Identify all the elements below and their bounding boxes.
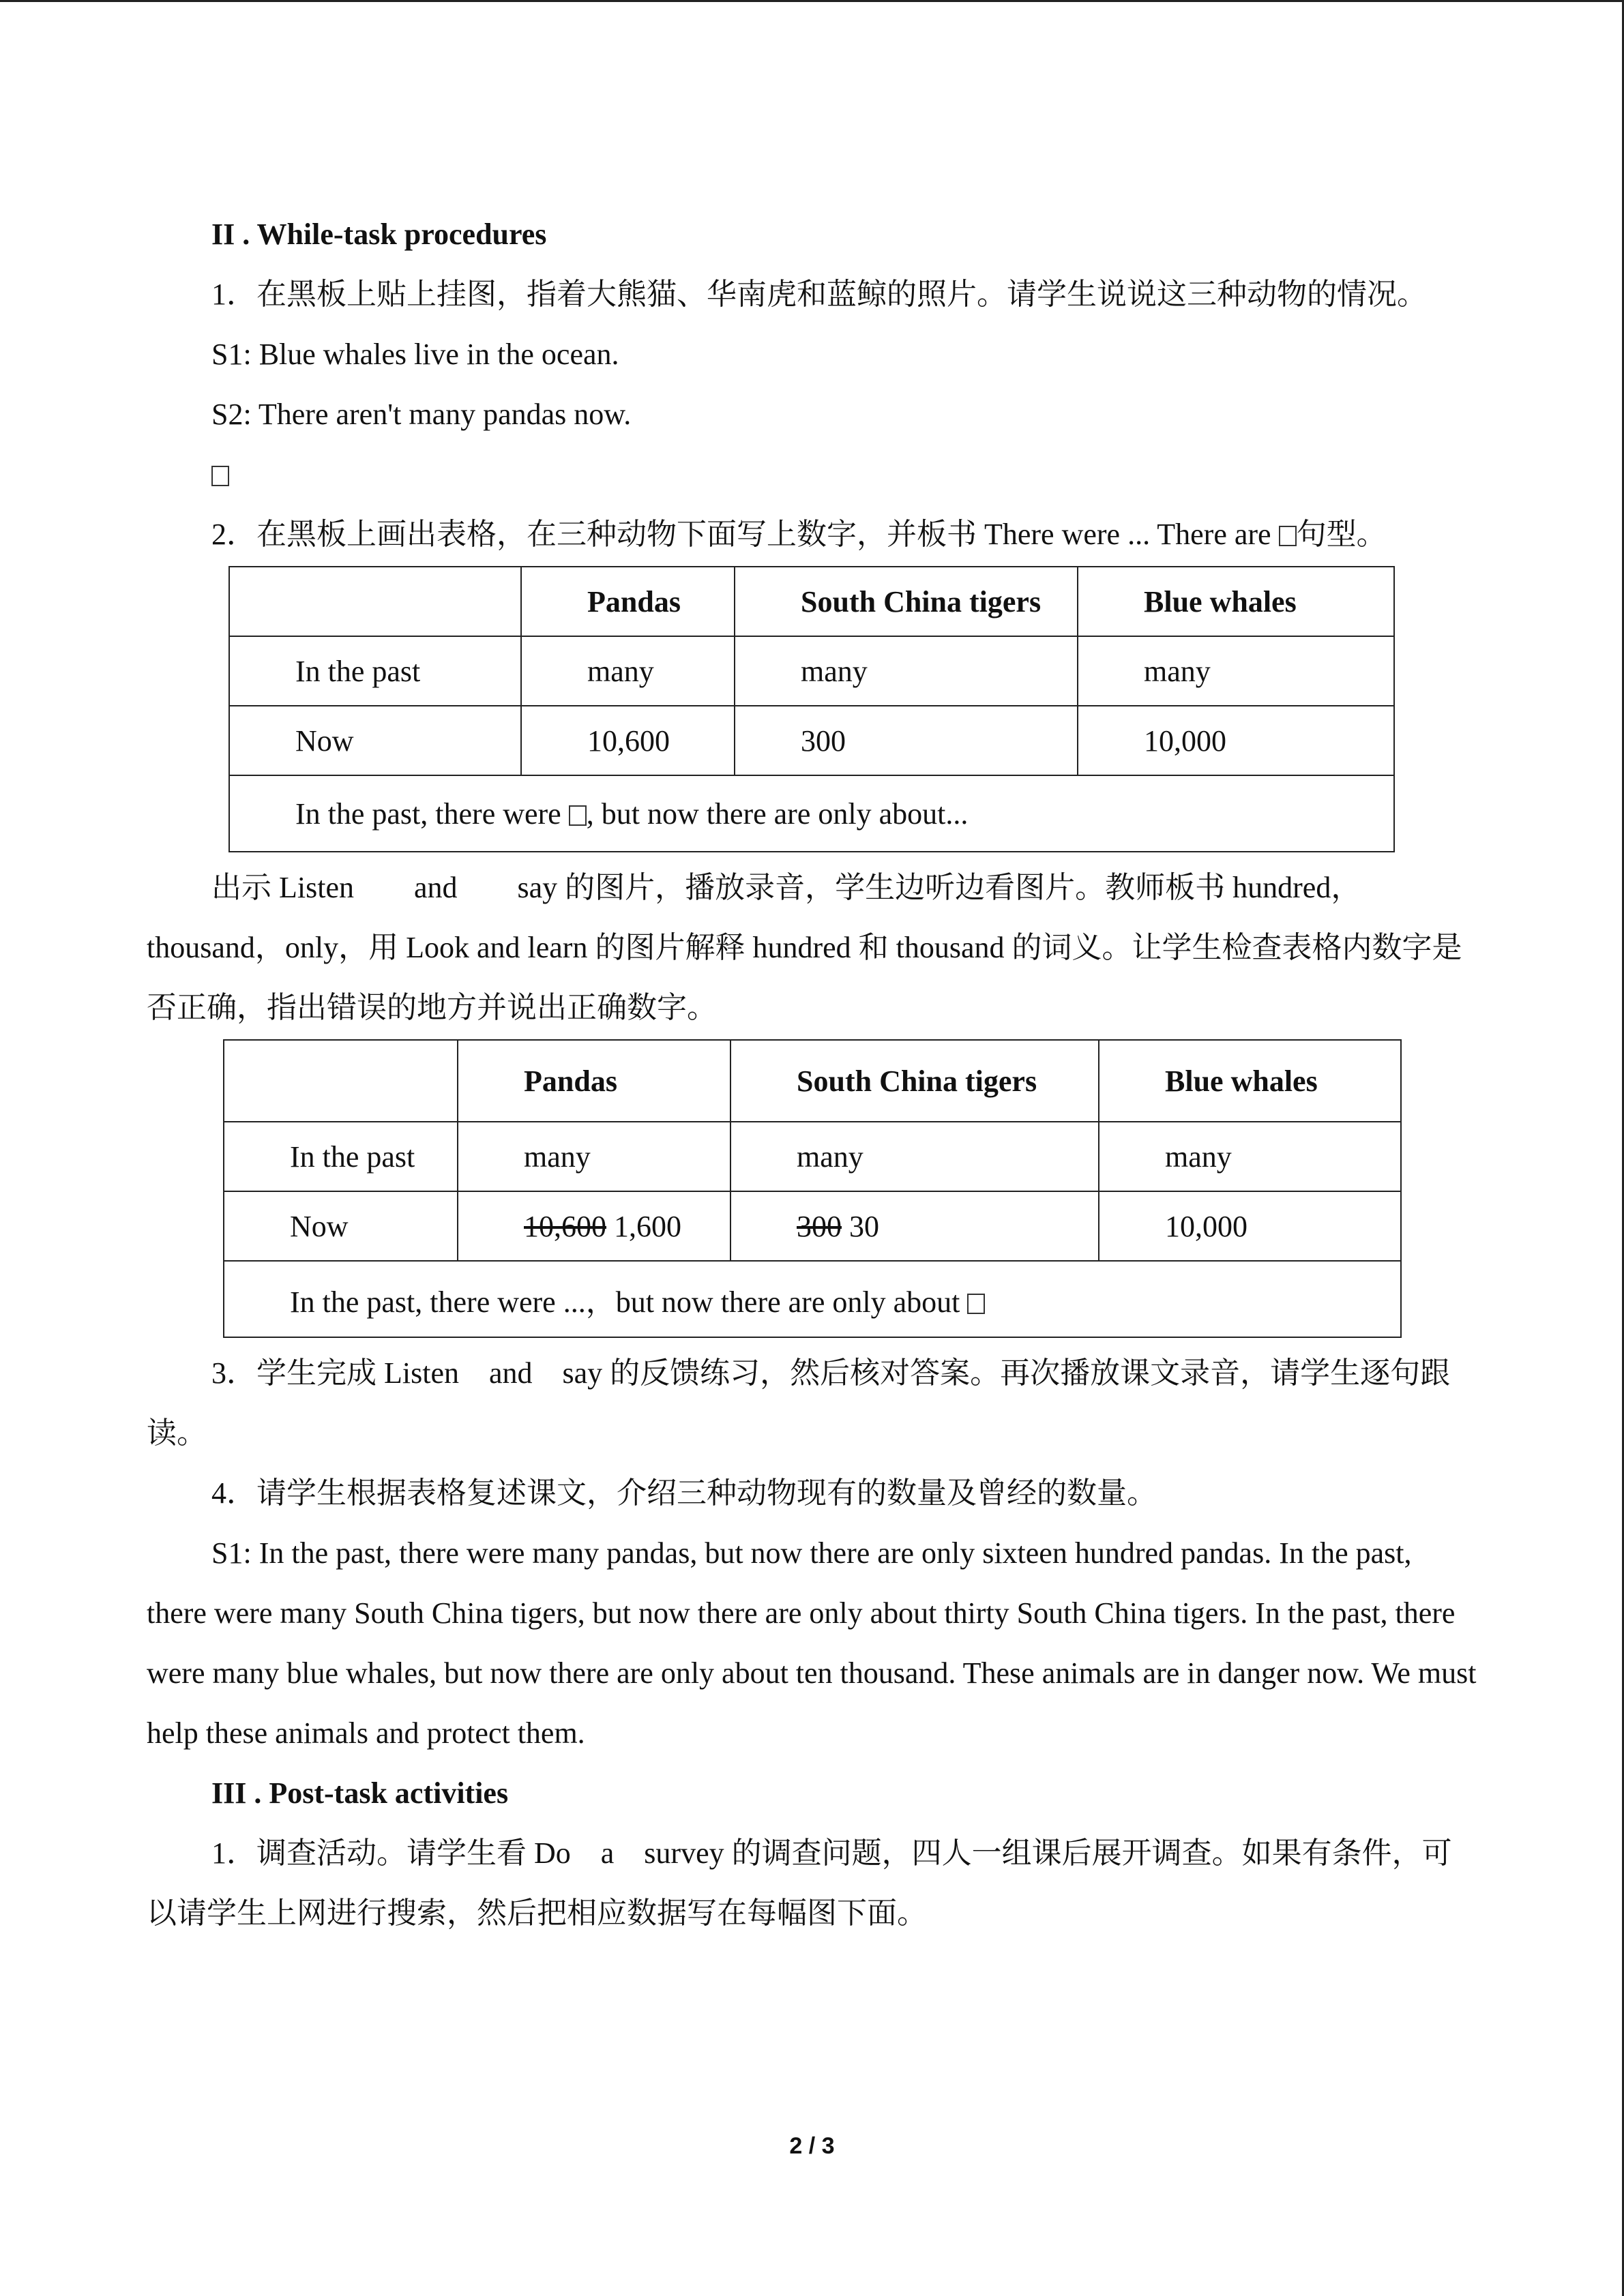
crossed-out-value: 300 bbox=[797, 1209, 842, 1243]
table-header-row bbox=[224, 1040, 1401, 1122]
table-note bbox=[229, 775, 1394, 852]
cell-whales-now: 10,000 bbox=[1099, 1191, 1401, 1261]
table-corner-cell bbox=[229, 567, 521, 636]
cell-pandas-past: many bbox=[521, 636, 735, 706]
table-row bbox=[229, 636, 1394, 706]
corrected-value: 30 bbox=[842, 1209, 879, 1243]
cell-tigers-now bbox=[730, 1191, 1099, 1261]
table-note-text-b: , but now there are only about... bbox=[586, 796, 969, 831]
header-pandas: Pandas bbox=[521, 567, 735, 636]
placeholder-box-icon bbox=[211, 466, 229, 486]
numbers-table-corrected bbox=[223, 1039, 1402, 1338]
step-3-paragraph: 3．学生完成 Listen and say 的反馈练习，然后核对答案。再次播放课文录音，请学生逐句跟读。 bbox=[147, 1356, 1451, 1450]
table-header-row bbox=[229, 567, 1394, 636]
cell-whales-past: many bbox=[1099, 1122, 1401, 1191]
header-south-china-tigers: South China tigers bbox=[730, 1040, 1099, 1122]
table-note-row bbox=[229, 775, 1394, 852]
section-heading-post-task: III . Post-task activities bbox=[211, 1776, 509, 1810]
document-page bbox=[147, 205, 1477, 1943]
placeholder-box-icon bbox=[569, 805, 587, 826]
header-blue-whales: Blue whales bbox=[1099, 1040, 1401, 1122]
cell-pandas-now bbox=[458, 1191, 730, 1261]
step-2-text-c: 句型。 bbox=[1296, 518, 1387, 551]
row-label-past: In the past bbox=[224, 1122, 458, 1191]
cell-tigers-past: many bbox=[730, 1122, 1099, 1191]
placeholder-box-icon bbox=[967, 1294, 985, 1314]
cell-tigers-now: 300 bbox=[735, 706, 1078, 775]
cell-pandas-past: many bbox=[458, 1122, 730, 1191]
page-number: 2 / 3 bbox=[789, 2133, 835, 2159]
numbers-table-initial bbox=[228, 566, 1395, 852]
table-note-text: In the past, there were ...，but now there are only about bbox=[290, 1285, 968, 1319]
cell-pandas-now: 10,600 bbox=[521, 706, 735, 775]
placeholder-box-icon bbox=[1279, 526, 1297, 546]
dialogue-line-s2: S2: There aren't many pandas now. bbox=[211, 398, 632, 431]
table-note-text-a: In the past, there were bbox=[295, 796, 569, 831]
retell-paragraph: S1: In the past, there were many pandas, but now there are only sixteen hundred pandas. In the past, there were many South China tigers, but now there are only about thirty South China tigers. In the past, there were many blue whales, but now there are only about ten thousand. These animals are in danger now. We must help these animals and protect them. bbox=[147, 1536, 1477, 1750]
corrected-value: 1,600 bbox=[606, 1209, 681, 1243]
row-label-now: Now bbox=[229, 706, 521, 775]
header-south-china-tigers: South China tigers bbox=[735, 567, 1078, 636]
step-2-paragraph bbox=[147, 505, 1477, 565]
row-label-past: In the past bbox=[229, 636, 521, 706]
table-corner-cell bbox=[224, 1040, 458, 1122]
table-row bbox=[229, 706, 1394, 775]
top-border bbox=[0, 0, 1624, 2]
crossed-out-value: 10,600 bbox=[524, 1209, 606, 1243]
section-heading-while-task: II . While-task procedures bbox=[211, 218, 547, 251]
step-4-paragraph: 4．请学生根据表格复述课文，介绍三种动物现有的数量及曾经的数量。 bbox=[211, 1476, 1157, 1510]
dialogue-line-s1: S1: Blue whales live in the ocean. bbox=[211, 338, 619, 371]
cell-whales-now: 10,000 bbox=[1078, 706, 1394, 775]
table-note bbox=[224, 1261, 1401, 1337]
survey-paragraph: 1．调查活动。请学生看 Do a survey 的调查问题，四人一组课后展开调查。如果有条件，可以请学生上网进行搜索，然后把相应数据写在每幅图下面。 bbox=[147, 1836, 1452, 1930]
step-2-text-b: There were ... There are bbox=[977, 518, 1279, 551]
cell-whales-past: many bbox=[1078, 636, 1394, 706]
listen-and-say-paragraph: 出示 Listen and say 的图片，播放录音，学生边听边看图片。教师板书 hundred，thousand，only，用 Look and learn 的图片解释 hundred 和 thousand 的词义。让学生检查表格内数字是否正确，指出错误的地方并说出正确数字。 bbox=[147, 871, 1462, 1024]
step-2-text-a: 2．在黑板上画出表格，在三种动物下面写上数字，并板书 bbox=[211, 518, 977, 551]
step-1-paragraph: 1．在黑板上贴上挂图，指着大熊猫、华南虎和蓝鲸的照片。请学生说说这三种动物的情况。 bbox=[211, 278, 1427, 311]
table-row bbox=[224, 1191, 1401, 1261]
cell-tigers-past: many bbox=[735, 636, 1078, 706]
header-blue-whales: Blue whales bbox=[1078, 567, 1394, 636]
header-pandas: Pandas bbox=[458, 1040, 730, 1122]
table-row bbox=[224, 1122, 1401, 1191]
placeholder-line bbox=[147, 445, 1477, 505]
table-note-row bbox=[224, 1261, 1401, 1337]
row-label-now: Now bbox=[224, 1191, 458, 1261]
